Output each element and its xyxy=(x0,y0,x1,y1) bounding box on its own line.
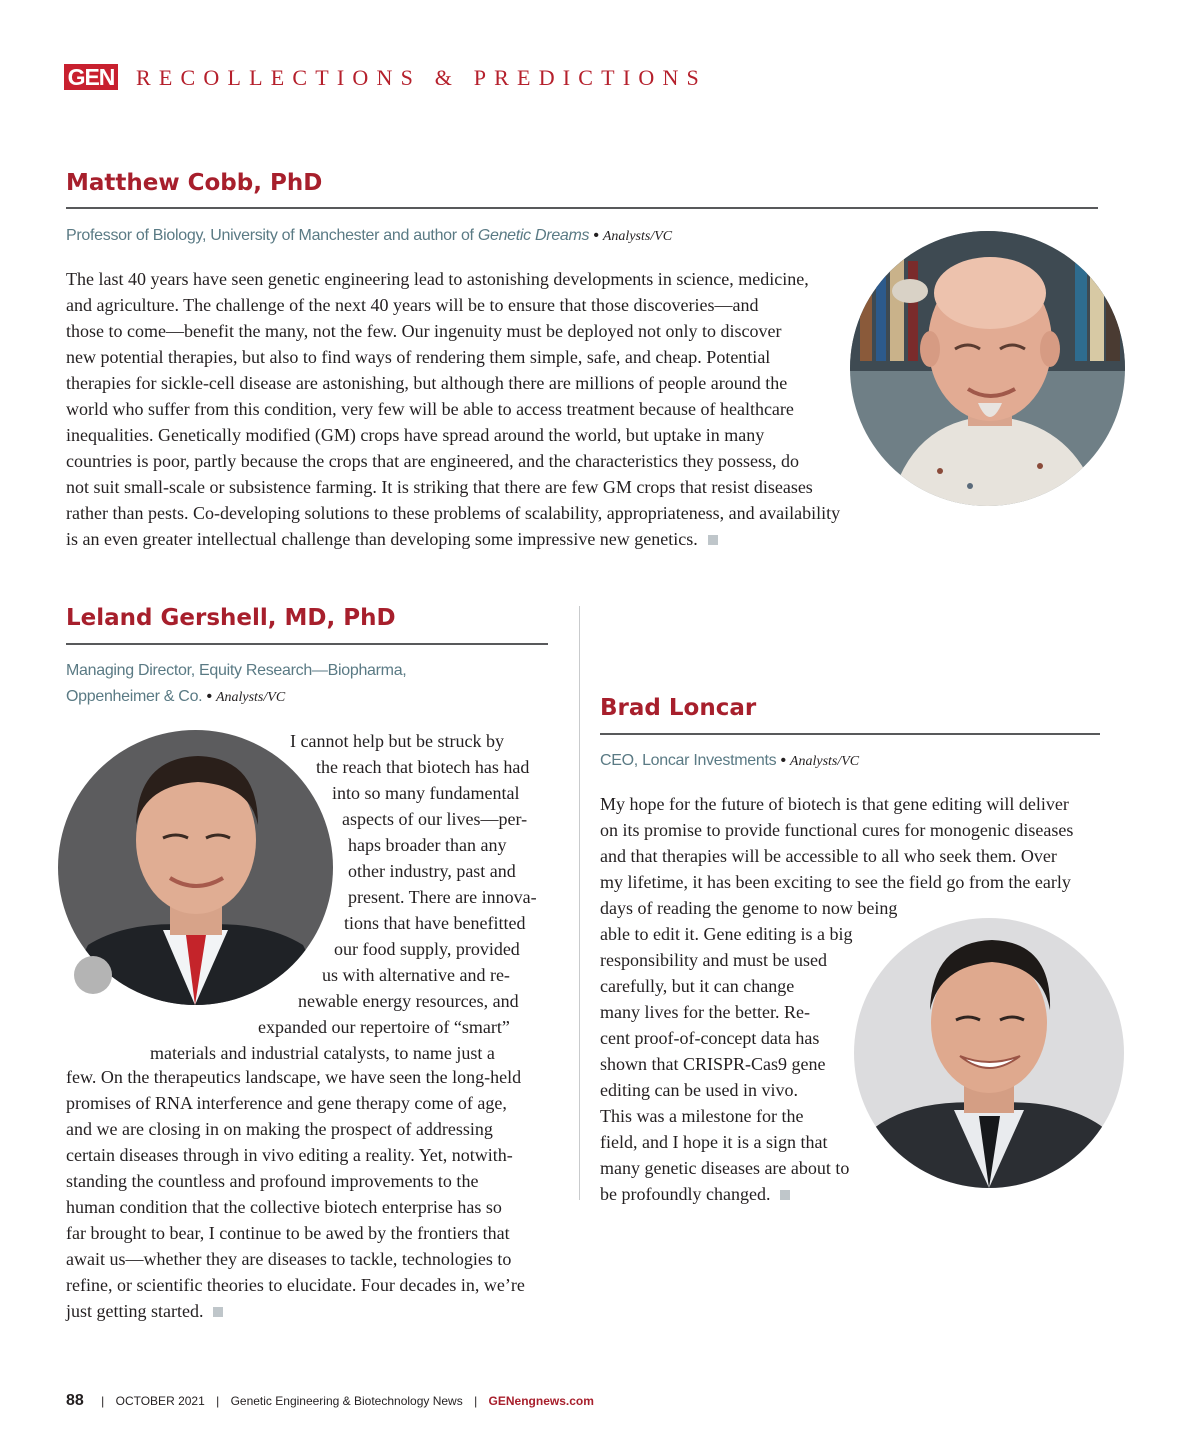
cobb-article-text xyxy=(66,266,896,552)
bullet-separator: • xyxy=(593,227,599,244)
cobb-name: Matthew Cobb, PhD xyxy=(66,170,323,196)
text-line: into so many fundamental xyxy=(332,783,520,803)
text-line: my lifetime, it has been exciting to see the field go from the early xyxy=(600,872,1071,892)
text-line: haps broader than any xyxy=(348,835,507,855)
text-line: materials and industrial catalysts, to name just a xyxy=(150,1043,495,1063)
text-line: My hope for the future of biotech is that gene editing will deliver xyxy=(600,794,1069,814)
cobb-rule xyxy=(66,207,1098,209)
loncar-tag: Analysts/VC xyxy=(789,754,860,769)
text-line: many genetic diseases are about to xyxy=(600,1158,850,1178)
text-line: many lives for the better. Re- xyxy=(600,1002,810,1022)
text-line: responsibility and must be used xyxy=(600,950,827,970)
text-line: on its promise to provide functional cures for monogenic diseases xyxy=(600,820,1074,840)
text-line: present. There are innova- xyxy=(348,887,537,907)
loncar-role xyxy=(600,748,859,775)
gershell-name: Leland Gershell, MD, PhD xyxy=(66,605,396,631)
issue-date: OCTOBER 2021 xyxy=(115,1394,205,1408)
text-line: those to come—benefit the many, not the few. Our ingenuity must be deployed not only to discover xyxy=(66,321,782,341)
publication-name: Genetic Engineering & Biotechnology News xyxy=(230,1394,463,1408)
text-line: expanded our repertoire of “smart” xyxy=(258,1017,510,1037)
text-line: new potential therapies, but also to find ways of rendering them simple, safe, and cheap. Potential xyxy=(66,347,771,367)
cobb-role xyxy=(66,223,672,250)
bullet-separator: • xyxy=(780,752,786,769)
gershell-rule xyxy=(66,643,548,645)
loncar-name: Brad Loncar xyxy=(600,695,757,721)
text-line: days of reading the genome to now being xyxy=(600,898,898,918)
loncar-rule xyxy=(600,733,1100,735)
gershell-article-wrapped-text xyxy=(66,728,548,1066)
text-line: and agriculture. The challenge of the next 40 years will be to ensure that those discoveries—and xyxy=(66,295,759,315)
gershell-role xyxy=(66,658,406,711)
text-line: able to edit it. Gene editing is a big xyxy=(600,924,853,944)
text-line: human condition that the collective biotech enterprise has so xyxy=(66,1197,502,1217)
text-line: our food supply, provided xyxy=(334,939,520,959)
text-line: other industry, past and xyxy=(348,861,516,881)
text-line: and we are closing in on making the prospect of addressing xyxy=(66,1119,493,1139)
footer-separator: | xyxy=(474,1394,478,1408)
text-line: I cannot help but be struck by xyxy=(290,731,504,751)
text-line: be profoundly changed. xyxy=(600,1181,1100,1207)
text-line: the reach that biotech has had xyxy=(316,757,530,777)
text-line: tions that have benefitted xyxy=(344,913,526,933)
text-line: standing the countless and profound improvements to the xyxy=(66,1171,479,1191)
text-line: is an even greater intellectual challenge than developing some impressive new genetics. xyxy=(66,526,896,552)
gershell-role-line-2: Oppenheimer & Co. xyxy=(66,688,203,705)
end-of-article-mark xyxy=(780,1190,790,1200)
text-line: promises of RNA interference and gene therapy come of age, xyxy=(66,1093,507,1113)
text-line: just getting started. xyxy=(66,1298,556,1324)
gershell-role-line-1: Managing Director, Equity Research—Biopharma, xyxy=(66,662,407,679)
column-divider xyxy=(579,606,580,1200)
footer-separator: | xyxy=(101,1394,105,1408)
bullet-separator: • xyxy=(206,688,212,705)
cobb-book-title: Genetic Dreams xyxy=(477,227,590,244)
gershell-tag: Analysts/VC xyxy=(215,690,286,705)
text-line: therapies for sickle-cell disease are astonishing, but although there are millions of people around the xyxy=(66,373,788,393)
text-line: few. On the therapeutics landscape, we have seen the long-held xyxy=(66,1067,522,1087)
text-line: field, and I hope it is a sign that xyxy=(600,1132,828,1152)
text-line: cent proof-of-concept data has xyxy=(600,1028,820,1048)
text-line: await us—whether they are diseases to tackle, technologies to xyxy=(66,1249,512,1269)
page-footer xyxy=(66,1390,594,1412)
page-number: 88 xyxy=(66,1392,84,1409)
text-line: far brought to bear, I continue to be awed by the frontiers that xyxy=(66,1223,510,1243)
text-line: countries is poor, partly because the crops that are engineered, and the characteristics they possess, do xyxy=(66,451,800,471)
cobb-portrait-photo xyxy=(850,231,1125,506)
text-line: inequalities. Genetically modified (GM) crops have spread around the world, but uptake in many xyxy=(66,425,765,445)
text-line: editing can be used in vivo. xyxy=(600,1080,798,1100)
website-link[interactable]: GENengnews.com xyxy=(488,1394,594,1408)
end-of-article-mark xyxy=(708,535,718,545)
text-line: certain diseases through in vivo editing a reality. Yet, notwith- xyxy=(66,1145,513,1165)
loncar-role-text: CEO, Loncar Investments xyxy=(600,752,777,769)
cobb-tag: Analysts/VC xyxy=(602,229,673,244)
cobb-role-text: Professor of Biology, University of Manchester and author of xyxy=(66,227,478,244)
text-line: world who suffer from this condition, very few will be able to access treatment because of healthcare xyxy=(66,399,794,419)
text-line: carefully, but it can change xyxy=(600,976,795,996)
text-line: The last 40 years have seen genetic engineering lead to astonishing developments in science, medicine, xyxy=(66,269,809,289)
text-line: shown that CRISPR-Cas9 gene xyxy=(600,1054,826,1074)
footer-separator: | xyxy=(216,1394,220,1408)
text-line: and that therapies will be accessible to all who seek them. Over xyxy=(600,846,1057,866)
gen-logo: GEN xyxy=(64,64,118,90)
text-line: aspects of our lives—per- xyxy=(342,809,528,829)
text-line: rather than pests. Co-developing solutions to these problems of scalability, appropriateness, and availability xyxy=(66,503,841,523)
text-line: refine, or scientific theories to elucidate. Four decades in, we’re xyxy=(66,1275,525,1295)
text-line: This was a milestone for the xyxy=(600,1106,804,1126)
section-title: RECOLLECTIONS & PREDICTIONS xyxy=(136,65,707,90)
text-line: us with alternative and re- xyxy=(322,965,510,985)
text-line: newable energy resources, and xyxy=(298,991,519,1011)
text-line: not suit small-scale or subsistence farming. It is striking that there are few GM crops that resist diseases xyxy=(66,477,813,497)
loncar-portrait-photo xyxy=(854,918,1124,1188)
end-of-article-mark xyxy=(213,1307,223,1317)
gershell-article-text xyxy=(66,1064,556,1324)
